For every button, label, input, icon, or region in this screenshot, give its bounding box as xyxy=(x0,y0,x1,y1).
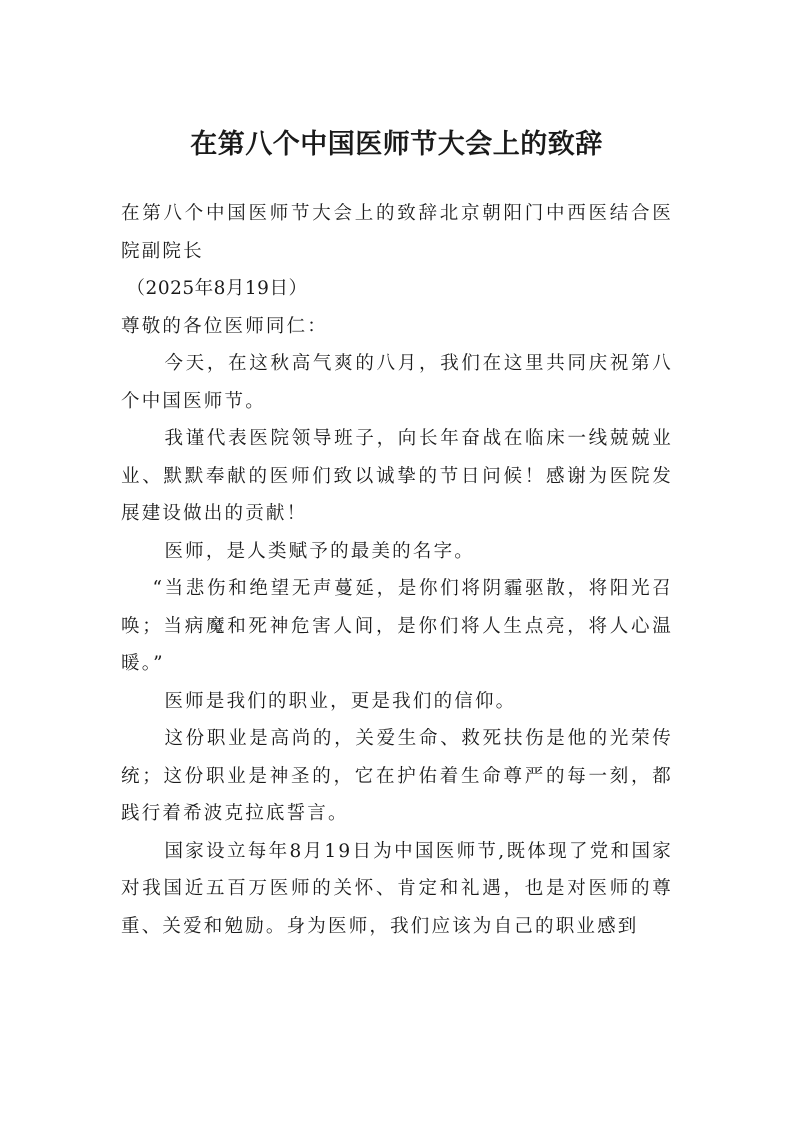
paragraph: 这份职业是高尚的，关爱生命、救死扶伤是他的光荣传统；这份职业是神圣的，它在护佑着生命尊严的每一刻，都践行着希波克拉底誓言。 xyxy=(121,728,673,824)
document-title: 在第八个中国医师节大会上的致辞 xyxy=(190,129,603,160)
paragraph: 医师，是人类赋予的最美的名字。 xyxy=(164,540,475,562)
paragraph: 医师是我们的职业，更是我们的信仰。 xyxy=(164,690,517,712)
document-body xyxy=(121,195,673,945)
paragraph: 我谨代表医院领导班子，向长年奋战在临床一线兢兢业业、默默奉献的医师们致以诚挚的节日问候！感谢为医院发展建设做出的贡献！ xyxy=(121,428,673,524)
paragraph: 今天，在这秋高气爽的八月，我们在这里共同庆祝第八个中国医师节。 xyxy=(121,353,673,412)
subtitle-paragraph: 在第八个中国医师节大会上的致辞北京朝阳门中西医结合医院副院长 xyxy=(121,203,673,262)
quote-paragraph: “当悲伤和绝望无声蔓延，是你们将阴霾驱散，将阳光召唤；当病魔和死神危害人间，是你们将人生点亮，将人心温暖。” xyxy=(121,578,673,674)
salutation: 尊敬的各位医师同仁： xyxy=(121,315,329,337)
paragraph: 国家设立每年8月19日为中国医师节,既体现了党和国家对我国近五百万医师的关怀、肯定和礼遇，也是对医师的尊重、关爱和勉励。身为医师，我们应该为自己的职业感到 xyxy=(121,840,673,937)
date-line: （2025年8月19日） xyxy=(126,278,308,299)
